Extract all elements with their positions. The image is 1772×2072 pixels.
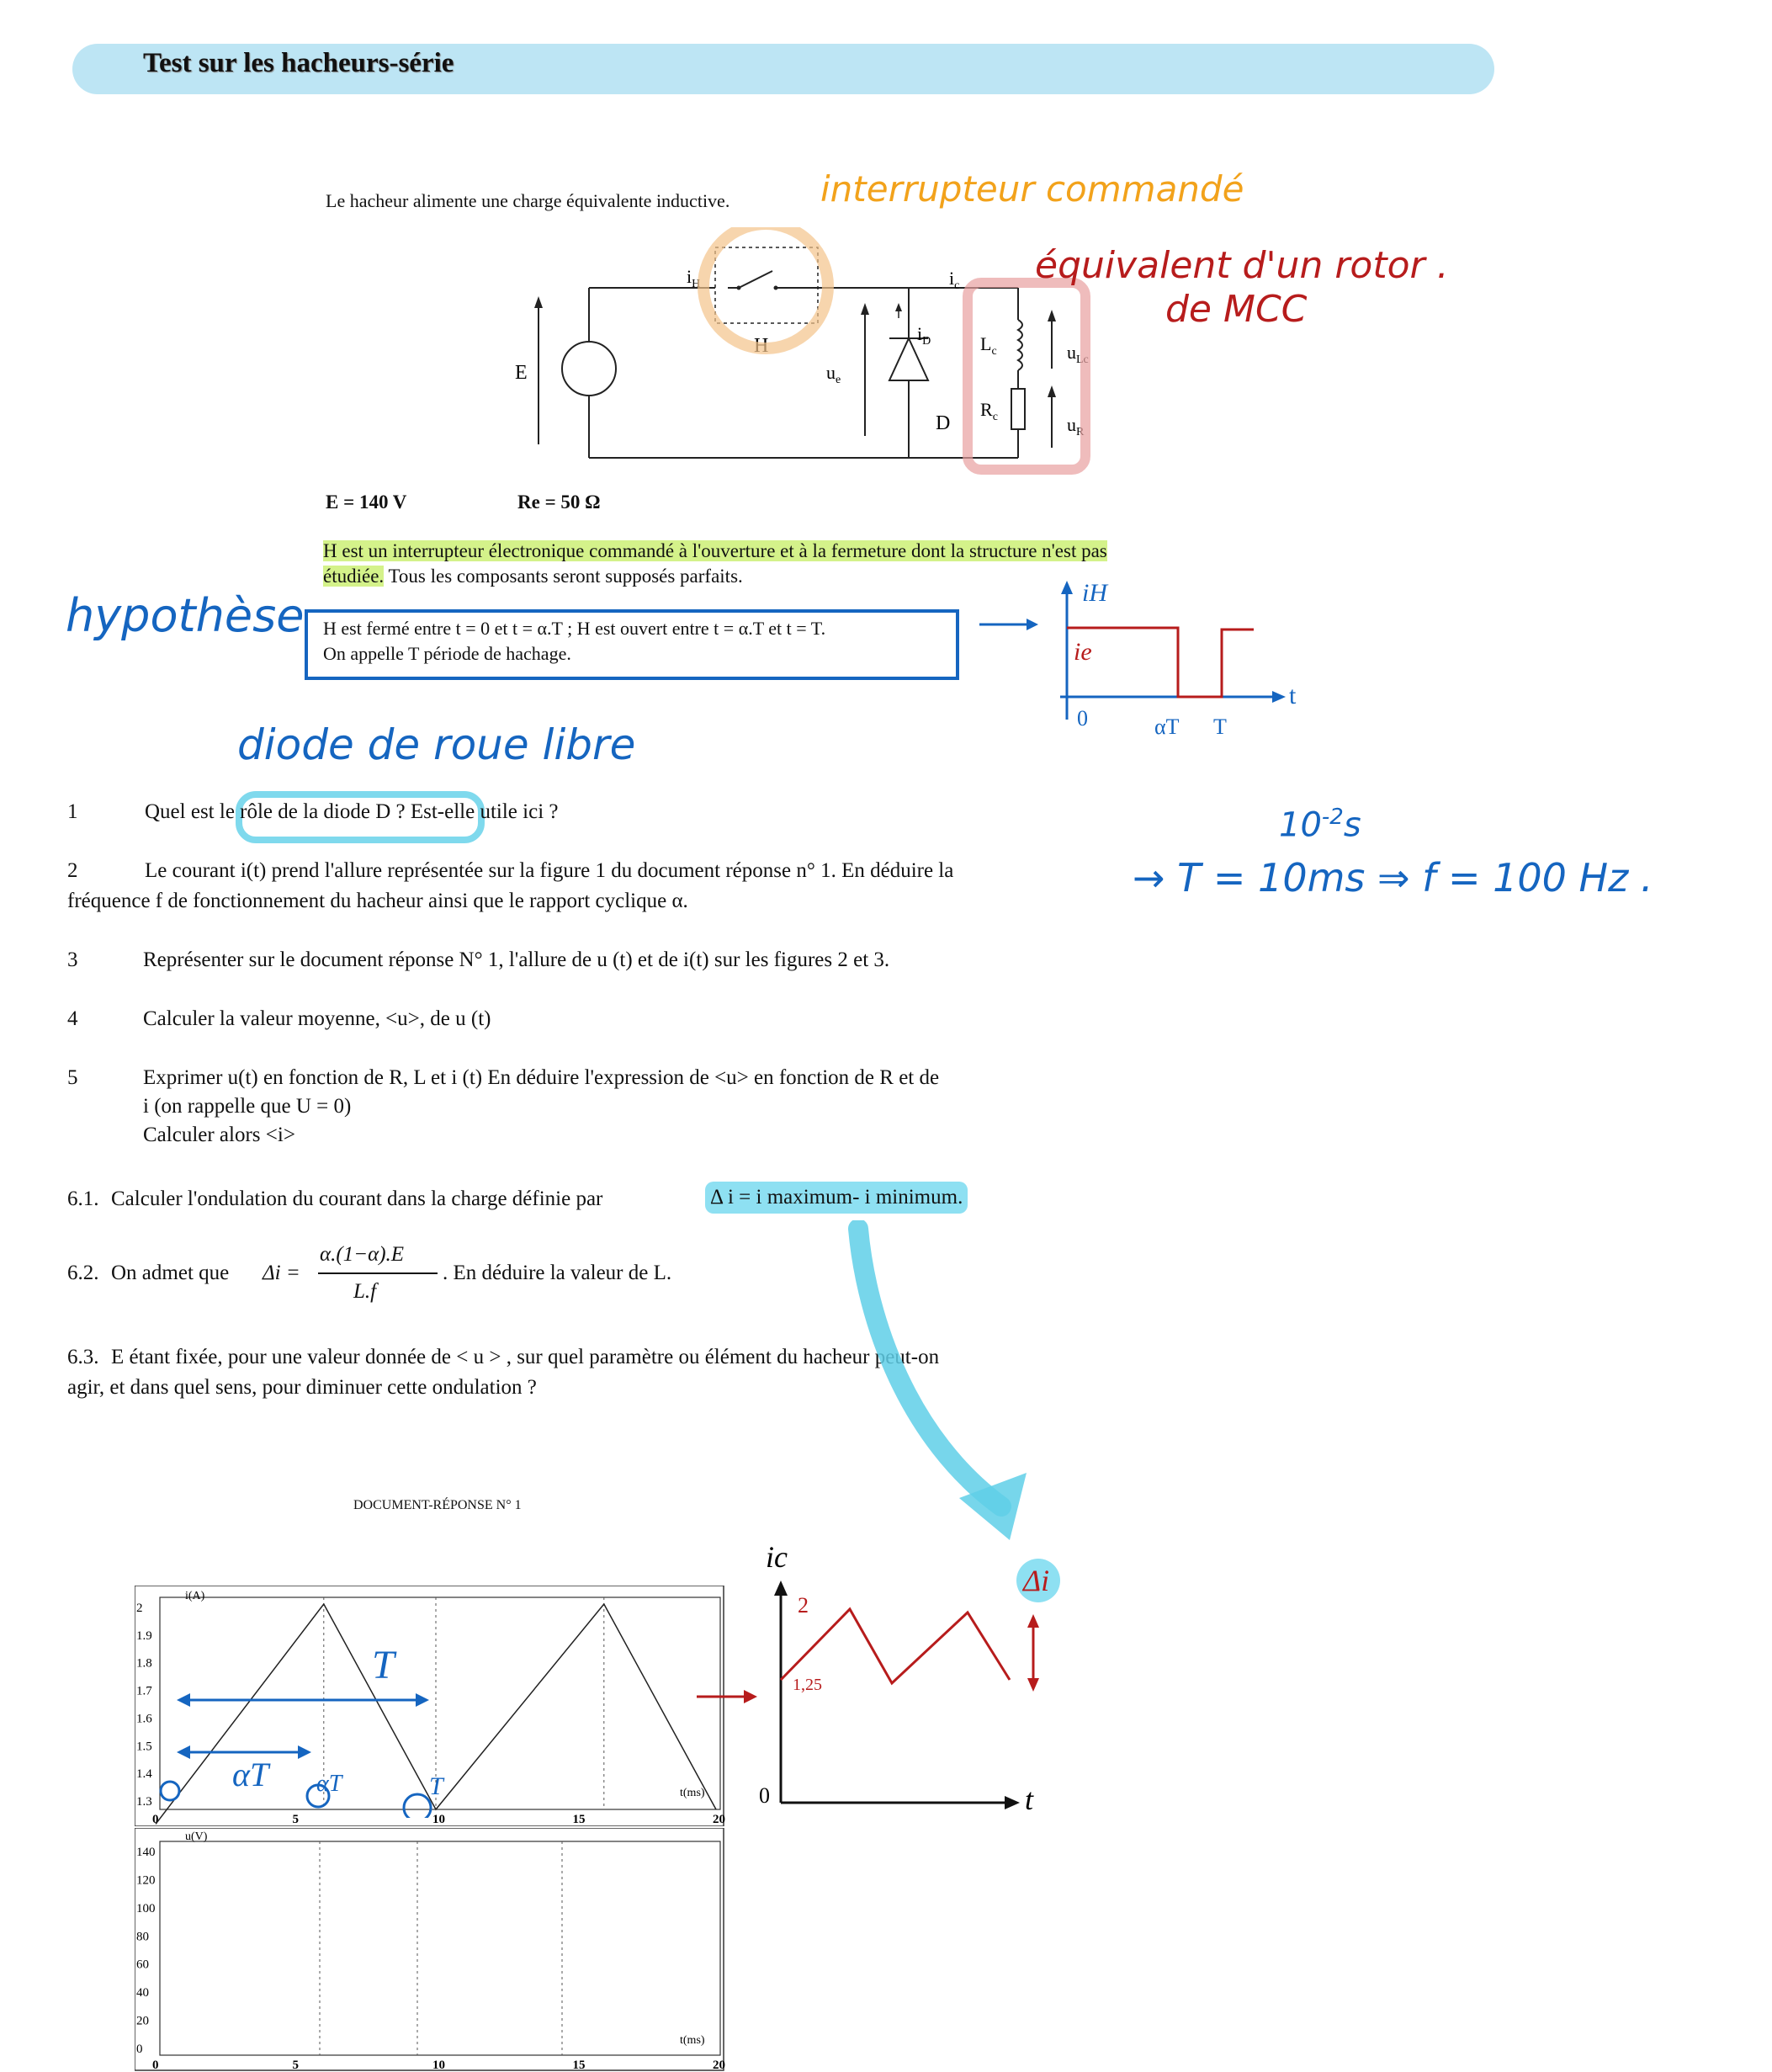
doc-reponse-title: DOCUMENT-RÉPONSE N° 1 — [353, 1498, 522, 1512]
voltage-source-icon — [562, 342, 616, 396]
y-tick-label: 1.8 — [136, 1656, 152, 1671]
x-tick-label: 15 — [572, 1813, 586, 1826]
fig2-ylabel: u(V) — [185, 1830, 208, 1843]
label-E: E — [515, 362, 528, 384]
x-tick-label: 20 — [713, 1813, 725, 1826]
annotation-cyan-arrow — [833, 1220, 1085, 1557]
label-iD: $i_D$ — [917, 323, 931, 348]
sketch-ic: ic — [766, 1540, 788, 1574]
y-tick-label: 2 — [136, 1602, 143, 1615]
fig1-aT-small: αT — [316, 1771, 342, 1797]
ic-sketch — [690, 1532, 1144, 1818]
statement-line1: H est un interrupteur électronique commandé à l'ouverture et à la fermeture dont la structure n'est pas — [323, 540, 1107, 561]
y-tick-label: 1.3 — [136, 1795, 152, 1809]
y-tick-label: 1.9 — [136, 1628, 152, 1643]
annotation-hypothese: hypothèse — [66, 589, 305, 642]
y-tick-label: 80 — [136, 1930, 149, 1944]
q5-text3: Calculer alors <i> — [143, 1124, 295, 1146]
q61-text: Calculer l'ondulation du courant dans la charge définie par — [111, 1187, 603, 1210]
q63-num: 6.3. — [67, 1346, 99, 1368]
q5-text2: i (on rappelle que U = 0) — [143, 1095, 352, 1118]
q62-after: . En déduire la valeur de L. — [443, 1262, 672, 1284]
sketch-0: 0 — [759, 1783, 770, 1808]
q2-text2: fréquence f de fonctionnement du hacheur ainsi que le rapport cyclique α. — [67, 890, 688, 912]
sketch-125: 1,25 — [793, 1676, 822, 1694]
annotation-interrupteur: interrupteur commandé — [820, 168, 1244, 210]
y-tick-label: 1.6 — [136, 1712, 152, 1726]
y-tick-label: 1.4 — [136, 1767, 152, 1782]
annotation-mcc: de MCC — [1165, 288, 1308, 331]
figure-2-chart — [135, 1828, 740, 2072]
q62-lhs: Δi = — [263, 1262, 300, 1284]
y-tick-label: 0 — [136, 2043, 143, 2056]
t-label: t — [1289, 682, 1297, 709]
aT-label: αT — [1154, 715, 1180, 739]
y-tick-label: 1.5 — [136, 1740, 152, 1754]
zero-label: 0 — [1077, 706, 1088, 731]
fig1-T-label: T — [372, 1643, 395, 1687]
x-tick-label: 5 — [292, 2059, 299, 2072]
statement-line2: étudiée. Tous les composants seront supposés parfaits. — [323, 566, 743, 587]
param-Re: Re = 50 Ω — [517, 491, 601, 513]
x-tick-label: 10 — [432, 1813, 445, 1826]
q4-num: 4 — [67, 1007, 78, 1030]
label-ic: $i_c$ — [949, 268, 960, 292]
q61-num: 6.1. — [67, 1187, 99, 1210]
x-tick-label: 20 — [713, 2059, 725, 2072]
annotation-power: $10^{-2}s$ — [1279, 805, 1361, 845]
switch-box — [715, 247, 818, 323]
label-H: H — [754, 335, 769, 357]
page-title: Test sur les hacheurs-série — [143, 48, 454, 78]
x-tick-label: 0 — [152, 2059, 159, 2072]
x-tick-label: 10 — [432, 2059, 445, 2072]
iH-label: iH — [1082, 579, 1107, 607]
annotation-equivalent: équivalent d'un rotor . — [1035, 244, 1449, 287]
T-label: T — [1213, 715, 1227, 739]
y-tick-label: 60 — [136, 1958, 149, 1972]
q2-text: Le courant i(t) prend l'allure représentée sur la figure 1 du document réponse n° 1. En déduire la — [145, 859, 954, 882]
sketch-2: 2 — [798, 1593, 809, 1618]
q3-num: 3 — [67, 948, 78, 971]
iH-sketch — [968, 572, 1321, 749]
param-E: E = 140 V — [326, 491, 407, 513]
fig1-aT-label: αT — [232, 1756, 269, 1793]
y-tick-label: 140 — [136, 1846, 156, 1859]
fraction-bar — [318, 1272, 438, 1274]
label-iH: $i_H$ — [687, 266, 701, 290]
x-tick-label: 15 — [572, 2059, 586, 2072]
ie-label: ie — [1074, 638, 1092, 666]
q62-denominator: L.f — [353, 1280, 377, 1303]
q1-text: Quel est le rôle de la diode D ? Est-elle utile ici ? — [145, 800, 559, 823]
fig1-xlabel: t(ms) — [680, 1787, 705, 1799]
annotation-load-rect — [968, 283, 1085, 470]
y-tick-label: 100 — [136, 1901, 156, 1915]
fig1-T-small: T — [429, 1772, 443, 1800]
x-tick-label: 5 — [292, 1813, 299, 1826]
fig1-ylabel: i(A) — [185, 1590, 205, 1602]
label-Lc: $L_c$ — [980, 333, 997, 358]
label-Rc: $R_c$ — [980, 399, 998, 423]
annotation-diode: diode de roue libre — [237, 720, 636, 769]
y-tick-label: 120 — [136, 1873, 156, 1888]
hypothesis-line2: On appelle T période de hachage. — [323, 643, 571, 664]
q62-numerator: α.(1−α).E — [320, 1243, 405, 1266]
inductor-icon — [1018, 320, 1022, 370]
label-uR: $u_R$ — [1067, 414, 1085, 438]
intro-text: Le hacheur alimente une charge équivalente inductive. — [326, 190, 730, 211]
y-tick-label: 40 — [136, 1986, 149, 2000]
resistor-icon — [1011, 389, 1025, 429]
q63-text2: agir, et dans quel sens, pour diminuer cette ondulation ? — [67, 1376, 537, 1399]
y-tick-label: 1.7 — [136, 1684, 152, 1698]
q4-text: Calculer la valeur moyenne, <u>, de u (t) — [143, 1007, 491, 1030]
label-ue: $u_e$ — [826, 362, 841, 386]
q61-formula: Δ i = i maximum- i minimum. — [705, 1182, 968, 1214]
q62-num: 6.2. — [67, 1262, 99, 1284]
q62-text: On admet que — [111, 1262, 230, 1284]
q3-text: Représenter sur le document réponse N° 1, l'allure de u (t) et de i(t) sur les figures 2 et 3. — [143, 948, 890, 971]
q2-num: 2 — [67, 859, 78, 882]
delta-i-label: Δi — [1023, 1564, 1050, 1597]
fig2-xlabel: t(ms) — [680, 2034, 705, 2047]
q5-text: Exprimer u(t) en fonction de R, L et i (t) En déduire l'expression de <u> en fonction de R et de — [143, 1066, 940, 1089]
x-tick-label: 0 — [152, 1813, 159, 1826]
q63-text: E étant fixée, pour une valeur donnée de < u > , sur quel paramètre ou élément du hacheur peut-on — [111, 1346, 940, 1368]
y-tick-label: 20 — [136, 2014, 149, 2028]
label-uLc: $u_{Lc}$ — [1067, 342, 1089, 366]
annotation-period: → T = 10ms ⇒ f = 100 Hz . — [1133, 855, 1653, 901]
q1-num: 1 — [67, 800, 78, 823]
fig1-blue-annotations — [151, 1641, 505, 1818]
q5-num: 5 — [67, 1066, 78, 1089]
sketch-t: t — [1025, 1782, 1034, 1816]
label-D: D — [936, 412, 951, 434]
switch-icon — [739, 271, 772, 288]
hypothesis-line1: H est fermé entre t = 0 et t = α.T ; H est ouvert entre t = α.T et t = T. — [323, 618, 826, 639]
